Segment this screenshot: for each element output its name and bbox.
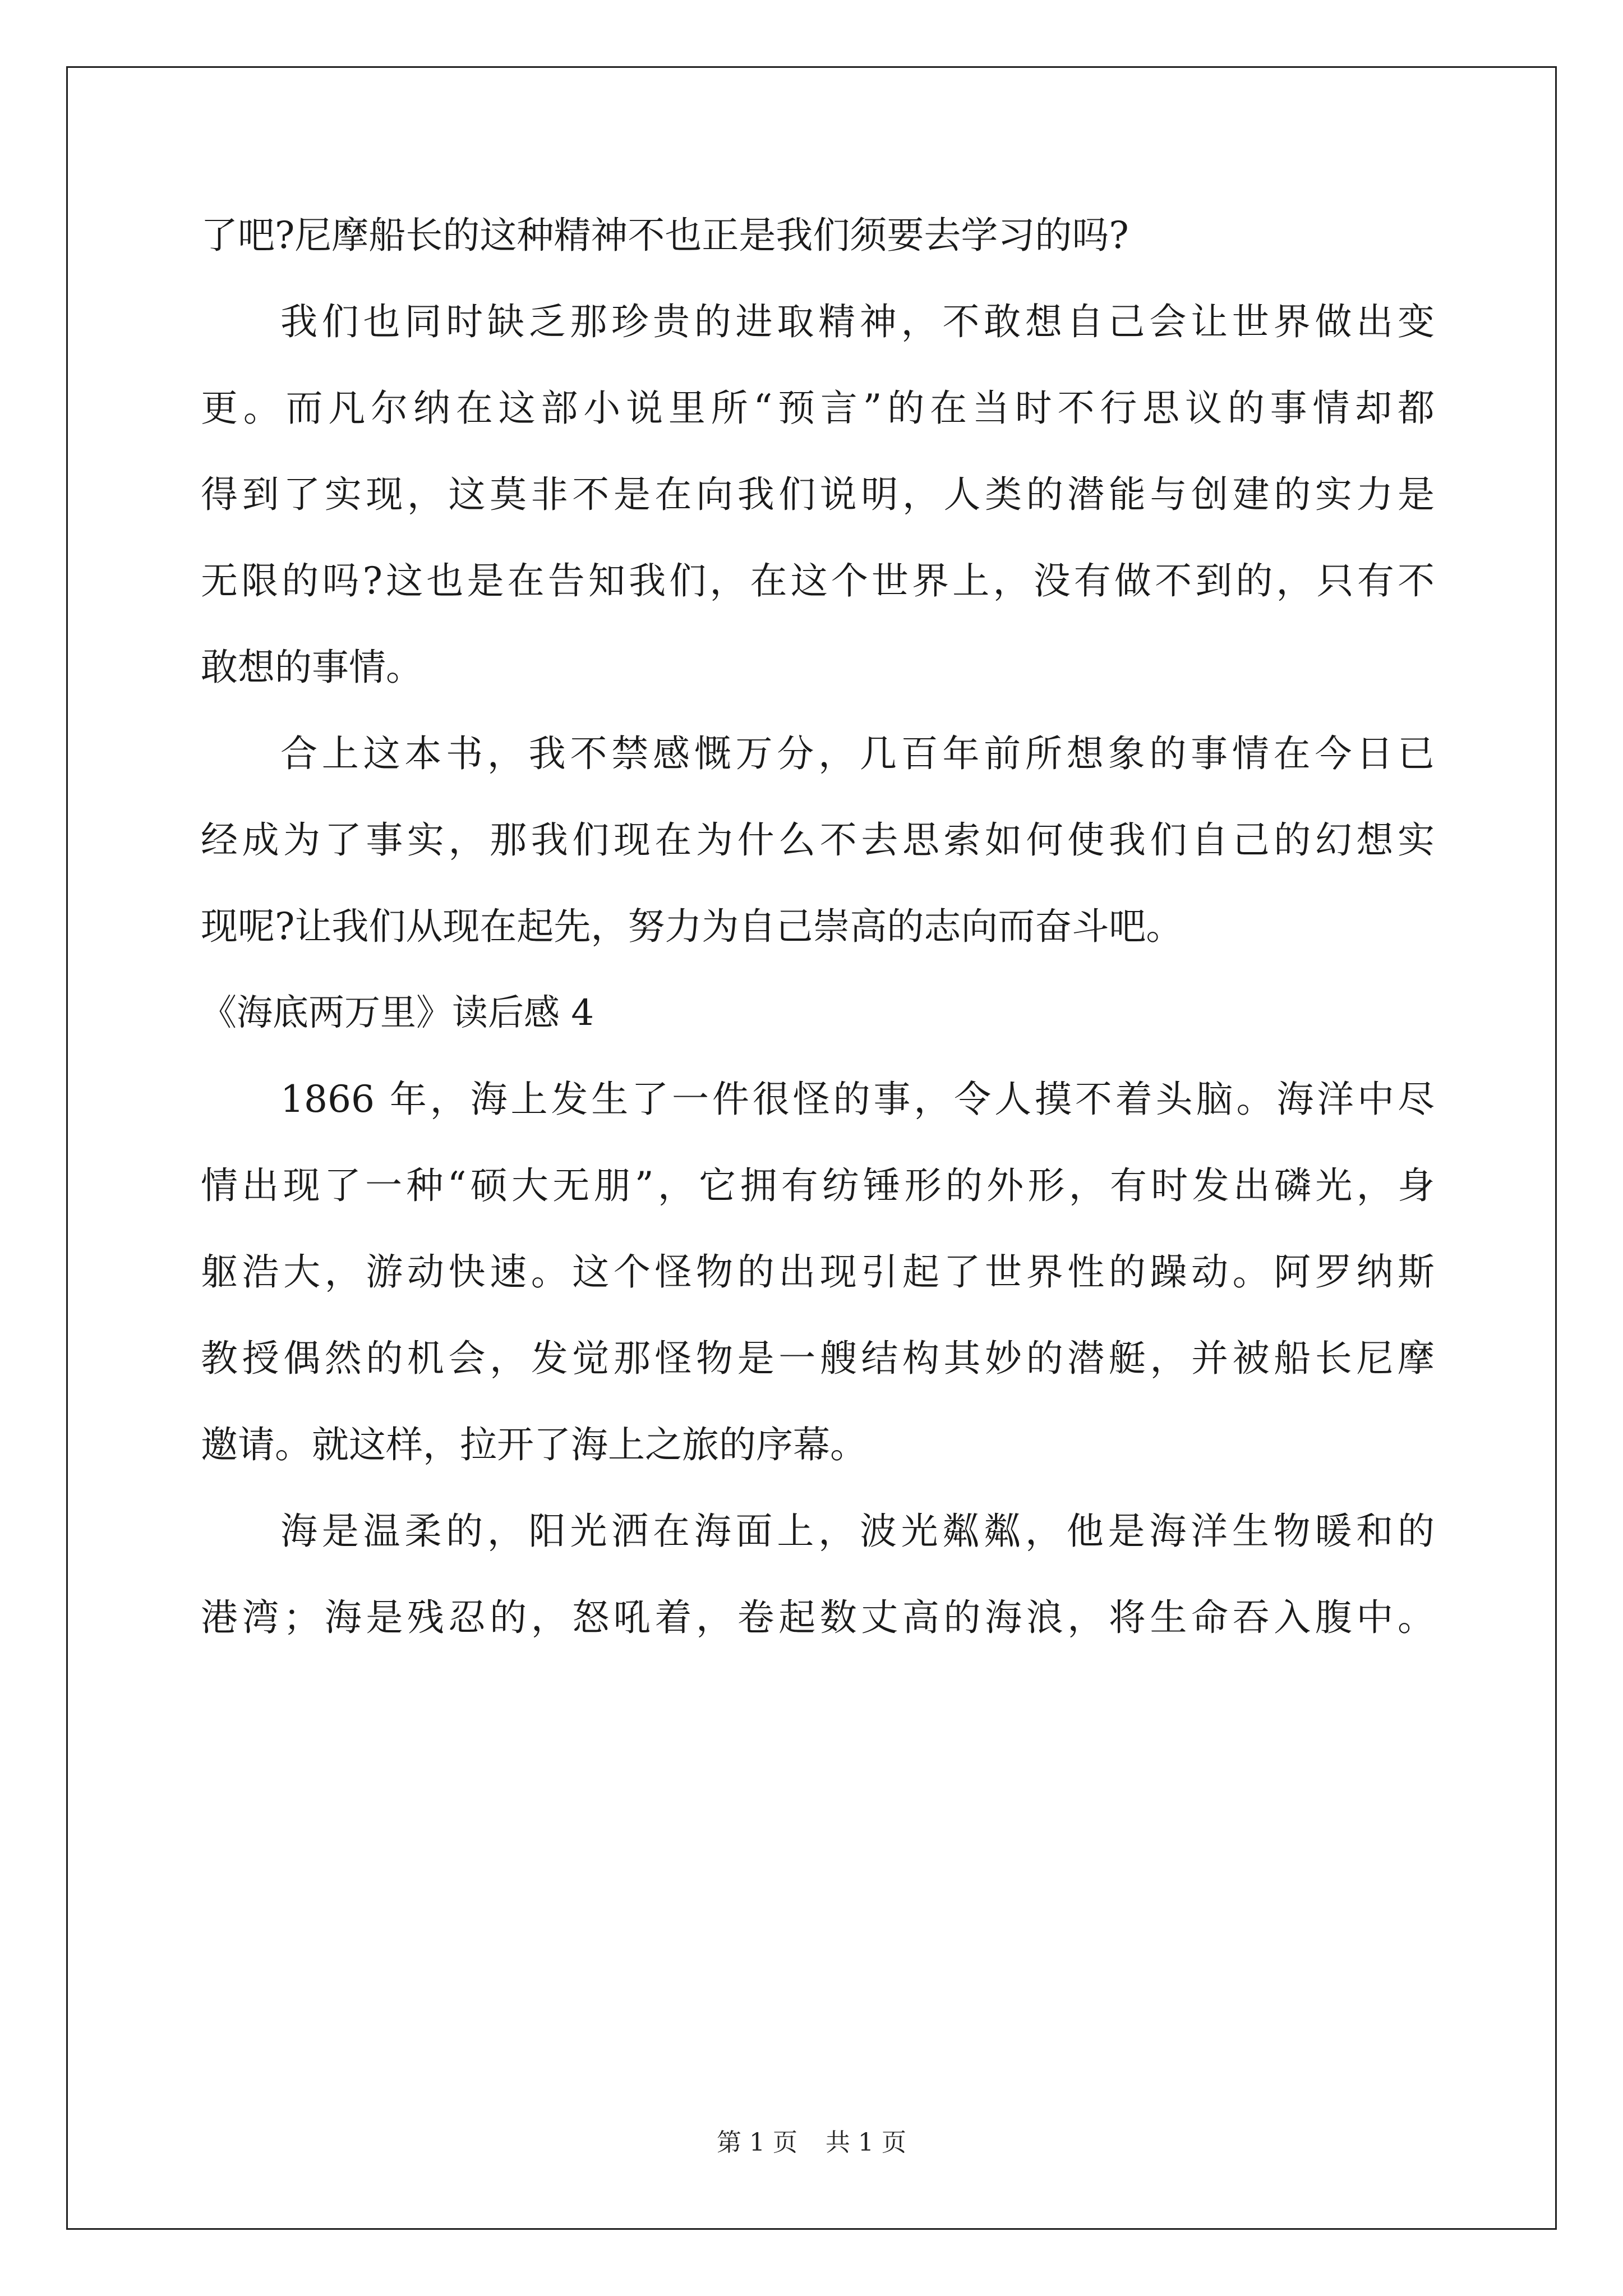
- paragraph-start-line: 1866 年，海上发生了一件很怪的事，令人摸不着头脑。海洋中尽: [280, 1078, 1435, 1121]
- section-heading: 《海底两万里》读后感 4: [201, 992, 594, 1034]
- text-line: 情出现了一种“硕大无朋”，它拥有纺锤形的外形，有时发出磷光，身: [201, 1164, 1435, 1207]
- total-pages: 共 1 页: [826, 2128, 906, 2157]
- paragraph-start-line: 海是温柔的，阳光洒在海面上，波光粼粼，他是海洋生物暖和的: [280, 1510, 1435, 1553]
- text-line: 敢想的事情。: [201, 646, 423, 689]
- text-line: 无限的吗?这也是在告知我们，在这个世界上，没有做不到的，只有不: [201, 559, 1435, 602]
- page-number: 第 1 页: [717, 2128, 797, 2157]
- page-footer: [0, 2126, 1623, 2160]
- text-line: 得到了实现，这莫非不是在向我们说明，人类的潜能与创建的实力是: [201, 473, 1435, 516]
- document-body: [201, 209, 1435, 1677]
- text-line: 邀请。就这样，拉开了海上之旅的序幕。: [201, 1423, 867, 1466]
- text-line: 了吧?尼摩船长的这种精神不也正是我们须要去学习的吗?: [201, 214, 1129, 257]
- paragraph-start-line: 合上这本书，我不禁感慨万分，几百年前所想象的事情在今日已: [280, 732, 1435, 775]
- text-line: 港湾；海是残忍的，怒吼着，卷起数丈高的海浪，将生命吞入腹中。: [201, 1596, 1435, 1639]
- text-line: 躯浩大，游动快速。这个怪物的出现引起了世界性的躁动。阿罗纳斯: [201, 1250, 1435, 1294]
- text-line: 教授偶然的机会，发觉那怪物是一艘结构其妙的潜艇，并被船长尼摩: [201, 1337, 1435, 1380]
- text-line: 经成为了事实，那我们现在为什么不去思索如何使我们自己的幻想实: [201, 818, 1435, 862]
- paragraph-start-line: 我们也同时缺乏那珍贵的进取精神，不敢想自己会让世界做出变: [280, 300, 1435, 343]
- text-line: 现呢?让我们从现在起先，努力为自己崇高的志向而奋斗吧。: [201, 905, 1183, 948]
- text-line: 更。而凡尔纳在这部小说里所“预言”的在当时不行思议的事情却都: [201, 386, 1435, 430]
